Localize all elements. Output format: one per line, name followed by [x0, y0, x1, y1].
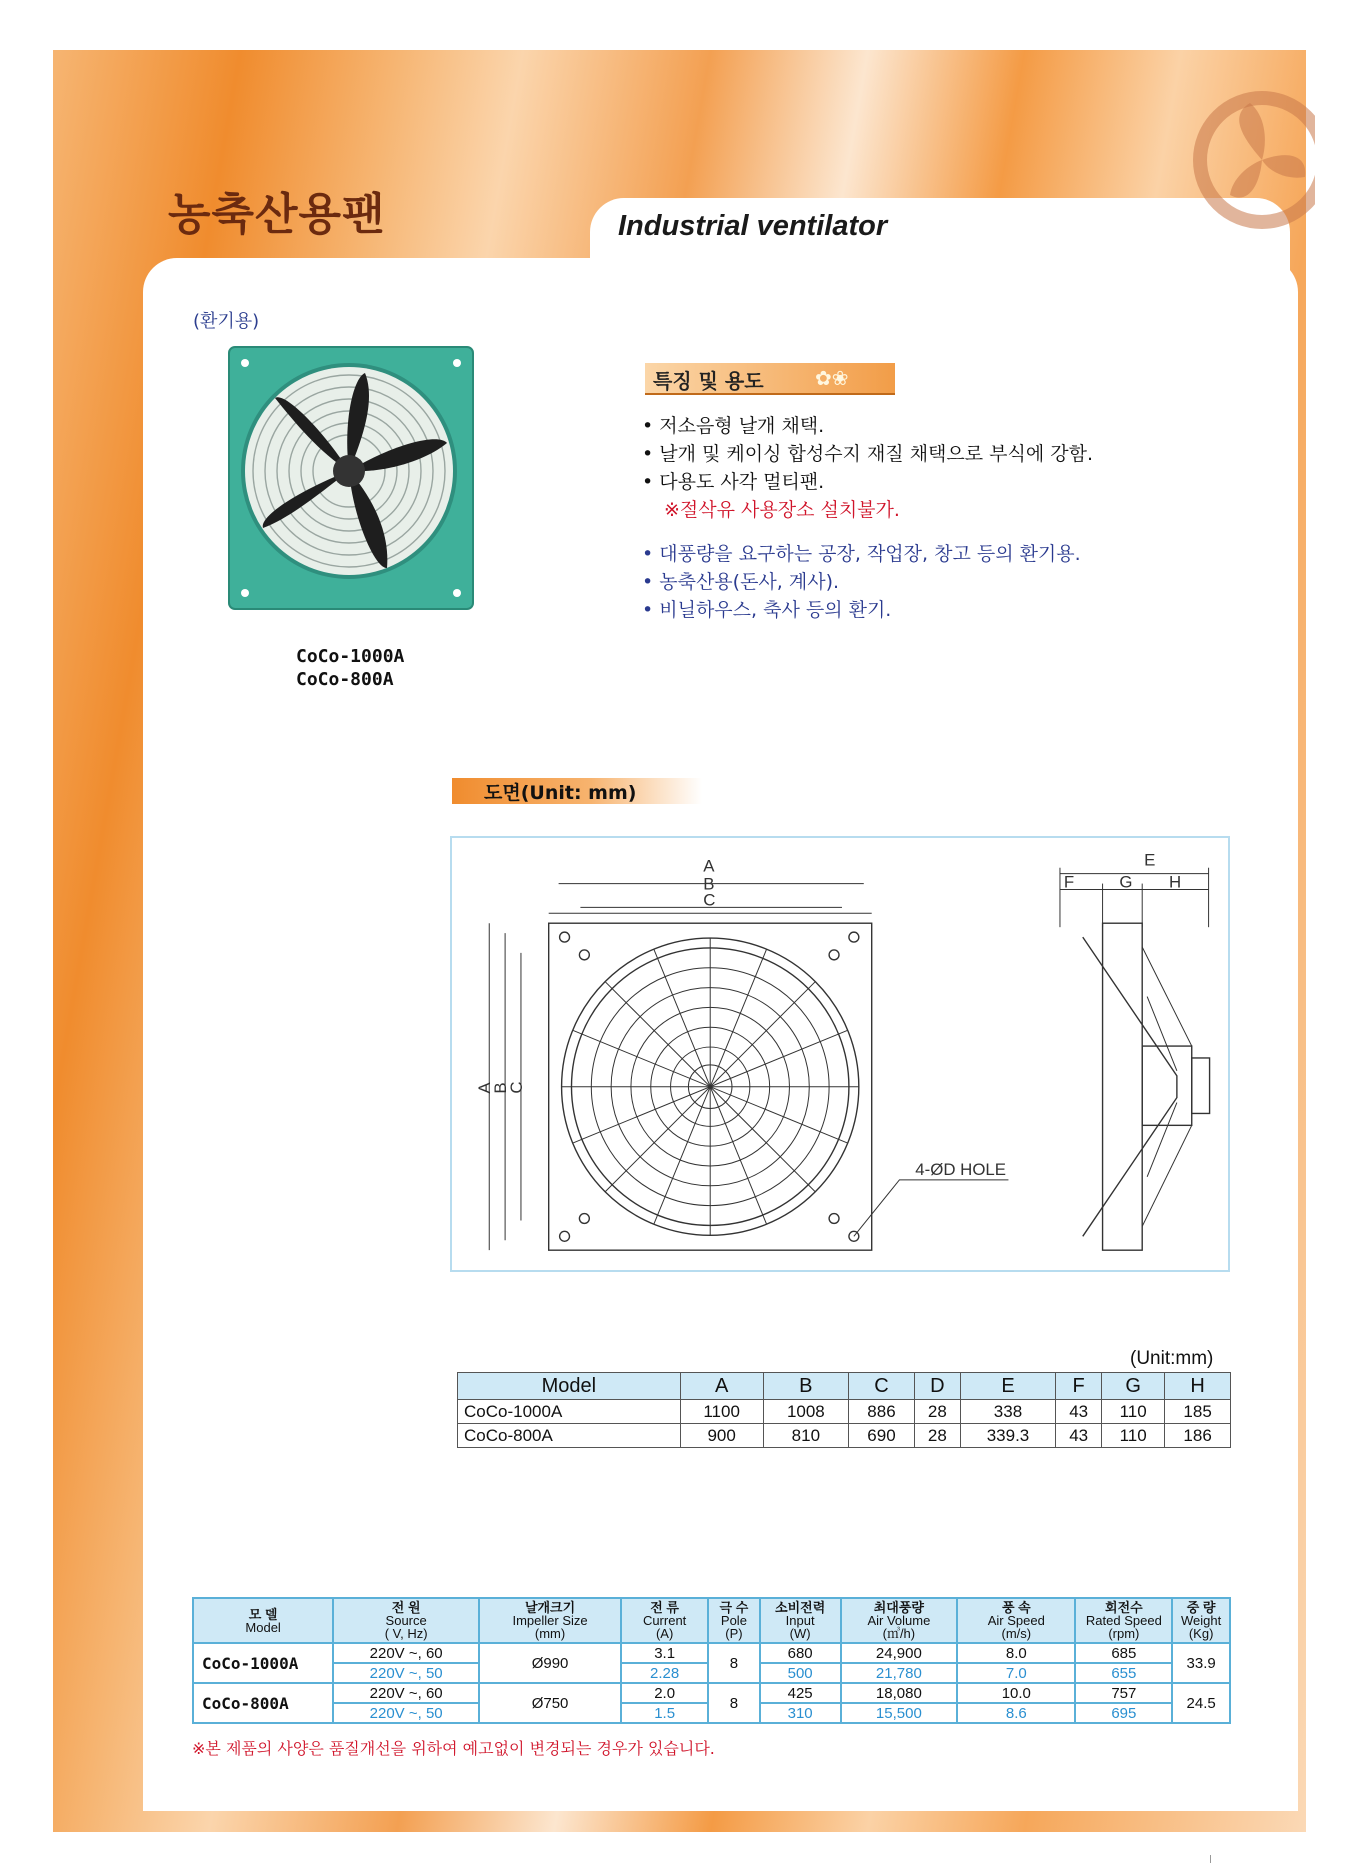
table-row — [193, 1683, 1230, 1703]
cell-current: 3.1 — [621, 1643, 708, 1663]
cell-a: 1100 — [680, 1400, 763, 1424]
cell-g: 110 — [1102, 1400, 1165, 1424]
dimension-table — [457, 1372, 1231, 1448]
cell-air-speed: 10.0 — [957, 1683, 1075, 1703]
cell-pole: 8 — [708, 1683, 760, 1723]
usage-label: (환기용) — [193, 311, 260, 332]
cell-d: 28 — [914, 1424, 960, 1448]
col-header: 소비전력 Input (W) — [760, 1598, 841, 1643]
cell-input: 425 — [760, 1683, 841, 1703]
cell-c: 886 — [849, 1400, 915, 1424]
page-mark — [1210, 1855, 1211, 1863]
cell-weight: 24.5 — [1172, 1683, 1230, 1723]
col-header: B — [763, 1373, 849, 1400]
cell-input: 310 — [760, 1703, 841, 1723]
col-header: 전 류 Current (A) — [621, 1598, 708, 1643]
cell-model: CoCo-1000A — [458, 1400, 681, 1424]
table-header-row — [458, 1373, 1231, 1400]
cell-model: CoCo-800A — [458, 1424, 681, 1448]
cell-current: 2.28 — [621, 1663, 708, 1683]
feature-warning: ※절삭유 사용장소 설치불가. — [664, 499, 900, 521]
dim-label-b: B — [703, 874, 715, 894]
cell-d: 28 — [914, 1400, 960, 1424]
cell-air-volume: 15,500 — [841, 1703, 958, 1723]
cell-input: 680 — [760, 1643, 841, 1663]
cell-air-volume: 21,780 — [841, 1663, 958, 1683]
cell-g: 110 — [1102, 1424, 1165, 1448]
cell-current: 1.5 — [621, 1703, 708, 1723]
use-item: • 대풍량을 요구하는 공장, 작업장, 창고 등의 환기용. — [642, 543, 1081, 565]
cell-a: 900 — [680, 1424, 763, 1448]
dim-label-g: G — [1119, 872, 1133, 892]
hole-label: 4-ØD HOLE — [915, 1159, 1007, 1179]
dim-label-a-vert: A — [475, 1082, 495, 1094]
table-row — [458, 1400, 1231, 1424]
col-header: C — [849, 1373, 915, 1400]
cell-air-speed: 8.6 — [957, 1703, 1075, 1723]
drawing-heading-text: 도면(Unit: mm) — [484, 782, 637, 804]
cell-current: 2.0 — [621, 1683, 708, 1703]
cell-air-volume: 24,900 — [841, 1643, 958, 1663]
table-row — [458, 1424, 1231, 1448]
spec-table — [192, 1597, 1231, 1724]
cell-impeller: Ø750 — [479, 1683, 621, 1723]
dim-label-e: E — [1144, 850, 1156, 870]
cell-h: 185 — [1165, 1400, 1231, 1424]
features-heading-text: 특징 및 용도 — [653, 369, 764, 393]
dim-label-f: F — [1063, 872, 1075, 892]
cell-source: 220V ~, 60 — [333, 1683, 479, 1703]
col-header: 극 수 Pole (P) — [708, 1598, 760, 1643]
cell-f: 43 — [1056, 1424, 1102, 1448]
feature-item: • 다용도 사각 멀티팬. — [642, 471, 825, 493]
dim-label-b-vert: B — [491, 1082, 511, 1094]
cell-b: 1008 — [763, 1400, 849, 1424]
cell-weight: 33.9 — [1172, 1643, 1230, 1683]
dimension-drawing — [450, 836, 1230, 1272]
col-header: 날개크기 Impeller Size (mm) — [479, 1598, 621, 1643]
col-header: H — [1165, 1373, 1231, 1400]
cell-c: 690 — [849, 1424, 915, 1448]
feature-item: • 저소음형 날개 채택. — [642, 415, 825, 437]
cell-air-volume: 18,080 — [841, 1683, 958, 1703]
page-title: 농축산용팬 — [168, 189, 386, 240]
col-header: 전 원 Source ( V, Hz) — [333, 1598, 479, 1643]
cell-pole: 8 — [708, 1643, 760, 1683]
cell-rpm: 685 — [1075, 1643, 1172, 1663]
cell-b: 810 — [763, 1424, 849, 1448]
disclaimer-note: ※본 제품의 사양은 품질개선을 위하여 예고없이 변경되는 경우가 있습니다. — [192, 1739, 715, 1758]
cell-rpm: 695 — [1075, 1703, 1172, 1723]
col-header: 중 량 Weight (Kg) — [1172, 1598, 1230, 1643]
feature-item: • 날개 및 케이싱 합성수지 재질 채택으로 부식에 강함. — [642, 443, 1093, 465]
table-header-row — [193, 1598, 1230, 1643]
cell-model: CoCo-800A — [193, 1683, 333, 1723]
cell-h: 186 — [1165, 1424, 1231, 1448]
fan-logo-icon — [1170, 55, 1315, 245]
col-header: G — [1102, 1373, 1165, 1400]
col-header: F — [1056, 1373, 1102, 1400]
cell-impeller: Ø990 — [479, 1643, 621, 1683]
cell-source: 220V ~, 60 — [333, 1643, 479, 1663]
col-header: 모 델 Model — [193, 1598, 333, 1643]
col-header: D — [914, 1373, 960, 1400]
cell-e: 338 — [960, 1400, 1055, 1424]
cell-rpm: 757 — [1075, 1683, 1172, 1703]
unit-label: (Unit:mm) — [1130, 1348, 1214, 1369]
cell-air-speed: 7.0 — [957, 1663, 1075, 1683]
product-model-1: CoCo-1000A — [296, 646, 405, 667]
cell-input: 500 — [760, 1663, 841, 1683]
table-row — [193, 1643, 1230, 1663]
cell-source: 220V ~, 50 — [333, 1663, 479, 1683]
drawing-heading — [452, 778, 702, 804]
cell-model: CoCo-1000A — [193, 1643, 333, 1683]
fan-product-photo — [225, 343, 477, 623]
col-header: Model — [458, 1373, 681, 1400]
cell-source: 220V ~, 50 — [333, 1703, 479, 1723]
cell-f: 43 — [1056, 1400, 1102, 1424]
features-heading — [645, 363, 895, 395]
dim-label-c-vert: C — [506, 1081, 526, 1094]
use-item: • 농축산용(돈사, 계사). — [642, 571, 840, 593]
product-model-2: CoCo-800A — [296, 669, 394, 690]
flower-icon: ✿❀ — [815, 366, 849, 390]
col-header: A — [680, 1373, 763, 1400]
use-item: • 비닐하우스, 축사 등의 환기. — [642, 599, 892, 621]
dim-label-h: H — [1168, 872, 1182, 892]
col-header: 최대풍량 Air Volume (㎥/h) — [841, 1598, 958, 1643]
col-header: 풍 속 Air Speed (m/s) — [957, 1598, 1075, 1643]
cell-rpm: 655 — [1075, 1663, 1172, 1683]
col-header: E — [960, 1373, 1055, 1400]
dim-label-a: A — [703, 856, 715, 876]
col-header: 회전수 Rated Speed (rpm) — [1075, 1598, 1172, 1643]
cell-e: 339.3 — [960, 1424, 1055, 1448]
dim-label-c: C — [703, 890, 716, 910]
cell-air-speed: 8.0 — [957, 1643, 1075, 1663]
page-subtitle: Industrial ventilator — [618, 210, 888, 242]
